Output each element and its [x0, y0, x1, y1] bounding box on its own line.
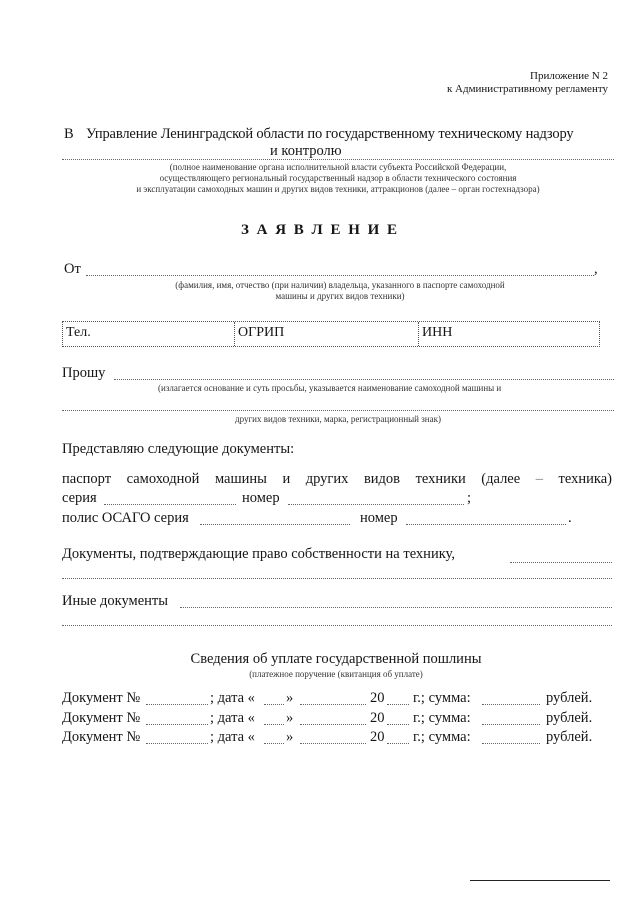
fee-doc-number-input[interactable] — [146, 704, 208, 705]
fee-doc-number-input[interactable] — [146, 724, 208, 725]
from-note — [86, 280, 594, 302]
request-note-1: (излагается основание и суть просьбы, указывается наименование самоходной машины и — [158, 383, 502, 393]
fee-date-label: ; дата « — [210, 690, 255, 706]
request-label: Прошу — [62, 365, 106, 381]
fee-note: (платежное поручение (квитанция об уплате) — [249, 669, 423, 679]
fee-doc-label: Документ № — [62, 729, 141, 745]
number-label: номер — [242, 490, 280, 506]
fee-currency: рублей. — [546, 729, 593, 745]
passport-word: и — [282, 471, 291, 487]
osago-label: полис ОСАГО серия — [62, 510, 189, 526]
addressee-note — [62, 162, 614, 195]
fee-year-prefix: 20 — [370, 690, 385, 706]
fee-year-input[interactable] — [387, 743, 409, 744]
fee-quote-close: » — [286, 710, 294, 726]
request-note-2: других видов техники, марка, регистрационный знак) — [234, 414, 441, 424]
passport-word: – — [535, 471, 543, 487]
fee-date-label: ; дата « — [210, 729, 255, 745]
passport-line — [62, 471, 612, 488]
passport-word: самоходной — [126, 471, 200, 487]
osago-number-input[interactable] — [406, 524, 566, 525]
passport-word: других — [305, 471, 349, 487]
osago-number-label: номер — [360, 510, 398, 526]
other-docs-input[interactable] — [180, 607, 612, 608]
fee-year-prefix: 20 — [370, 729, 385, 745]
from-label: От — [64, 261, 81, 277]
fee-currency: рублей. — [546, 710, 593, 726]
fee-doc-label: Документ № — [62, 690, 141, 706]
fee-heading: Сведения об уплате государственной пошлины — [190, 651, 482, 667]
fee-month-input[interactable] — [300, 743, 366, 744]
other-docs-input-2[interactable] — [62, 625, 612, 626]
addressee-line1: Управление Ленинградской области по государственному техническому надзору — [86, 126, 574, 142]
fee-sum-label: г.; сумма: — [413, 729, 471, 745]
fee-day-input[interactable] — [264, 724, 284, 725]
from-end-mark: , — [594, 261, 598, 277]
fee-sum-label: г.; сумма: — [413, 710, 471, 726]
from-note-1: (фамилия, имя, отчество (при наличии) владельца, указанного в паспорте самоходной — [175, 280, 505, 290]
passport-word: техники — [415, 471, 466, 487]
fee-day-input[interactable] — [264, 743, 284, 744]
ownership-input[interactable] — [510, 562, 612, 563]
fee-doc-number-input[interactable] — [146, 743, 208, 744]
from-input[interactable] — [86, 275, 594, 276]
request-input-2[interactable] — [62, 410, 614, 411]
fee-sum-input[interactable] — [482, 743, 540, 744]
series-input[interactable] — [104, 504, 236, 505]
fee-doc-label: Документ № — [62, 710, 141, 726]
addressee-prefix: В — [64, 126, 74, 142]
passport-word: (далее — [481, 471, 521, 487]
fee-month-input[interactable] — [300, 724, 366, 725]
fee-quote-close: » — [286, 729, 294, 745]
fee-year-input[interactable] — [387, 704, 409, 705]
fee-quote-close: » — [286, 690, 294, 706]
addressee-note-3: и эксплуатации самоходных машин и других видов техники, аттракционов (далее – орган гостехнадзора) — [136, 184, 540, 194]
other-docs-label: Иные документы — [62, 593, 169, 609]
ogrip-cell[interactable] — [235, 322, 419, 346]
tel-cell[interactable] — [63, 322, 235, 346]
documents-heading: Представляю следующие документы: — [62, 441, 295, 457]
addressee-note-2: осуществляющего региональный государственный надзор в области технического состояния — [159, 173, 517, 183]
fee-sum-input[interactable] — [482, 704, 540, 705]
ogrip-label: ОГРИП — [238, 325, 285, 340]
document-title: З А Я В Л Е Н И Е — [240, 222, 400, 238]
osago-end: . — [568, 510, 572, 526]
fee-month-input[interactable] — [300, 704, 366, 705]
contacts-table — [62, 321, 600, 347]
osago-series-input[interactable] — [200, 524, 350, 525]
request-input[interactable] — [114, 379, 614, 380]
fee-day-input[interactable] — [264, 704, 284, 705]
number-input[interactable] — [288, 504, 464, 505]
fee-sum-label: г.; сумма: — [413, 690, 471, 706]
appendix-header — [447, 70, 608, 96]
fee-date-label: ; дата « — [210, 710, 255, 726]
addressee-underline — [62, 159, 614, 160]
addressee-note-1: (полное наименование органа исполнительной власти субъекта Российской Федерации, — [169, 162, 507, 172]
passport-word: видов — [363, 471, 401, 487]
fee-currency: рублей. — [546, 690, 593, 706]
addressee-line2: и контролю — [270, 143, 342, 159]
inn-cell[interactable] — [419, 322, 599, 346]
number-end: ; — [467, 490, 472, 506]
inn-label: ИНН — [422, 325, 453, 340]
signature-line — [470, 880, 610, 881]
passport-word: техника) — [558, 471, 612, 487]
appendix-line2: к Административному регламенту — [446, 83, 608, 95]
ownership-input-2[interactable] — [62, 578, 612, 579]
fee-year-prefix: 20 — [370, 710, 385, 726]
passport-word: паспорт — [62, 471, 112, 487]
fee-year-input[interactable] — [387, 724, 409, 725]
appendix-line1: Приложение N 2 — [530, 70, 608, 82]
passport-word: машины — [214, 471, 267, 487]
fee-sum-input[interactable] — [482, 724, 540, 725]
from-note-2: машины и других видов техники) — [275, 291, 405, 301]
series-label: серия — [62, 490, 97, 506]
tel-label: Тел. — [66, 325, 91, 340]
ownership-label: Документы, подтверждающие право собственности на технику, — [62, 546, 455, 562]
